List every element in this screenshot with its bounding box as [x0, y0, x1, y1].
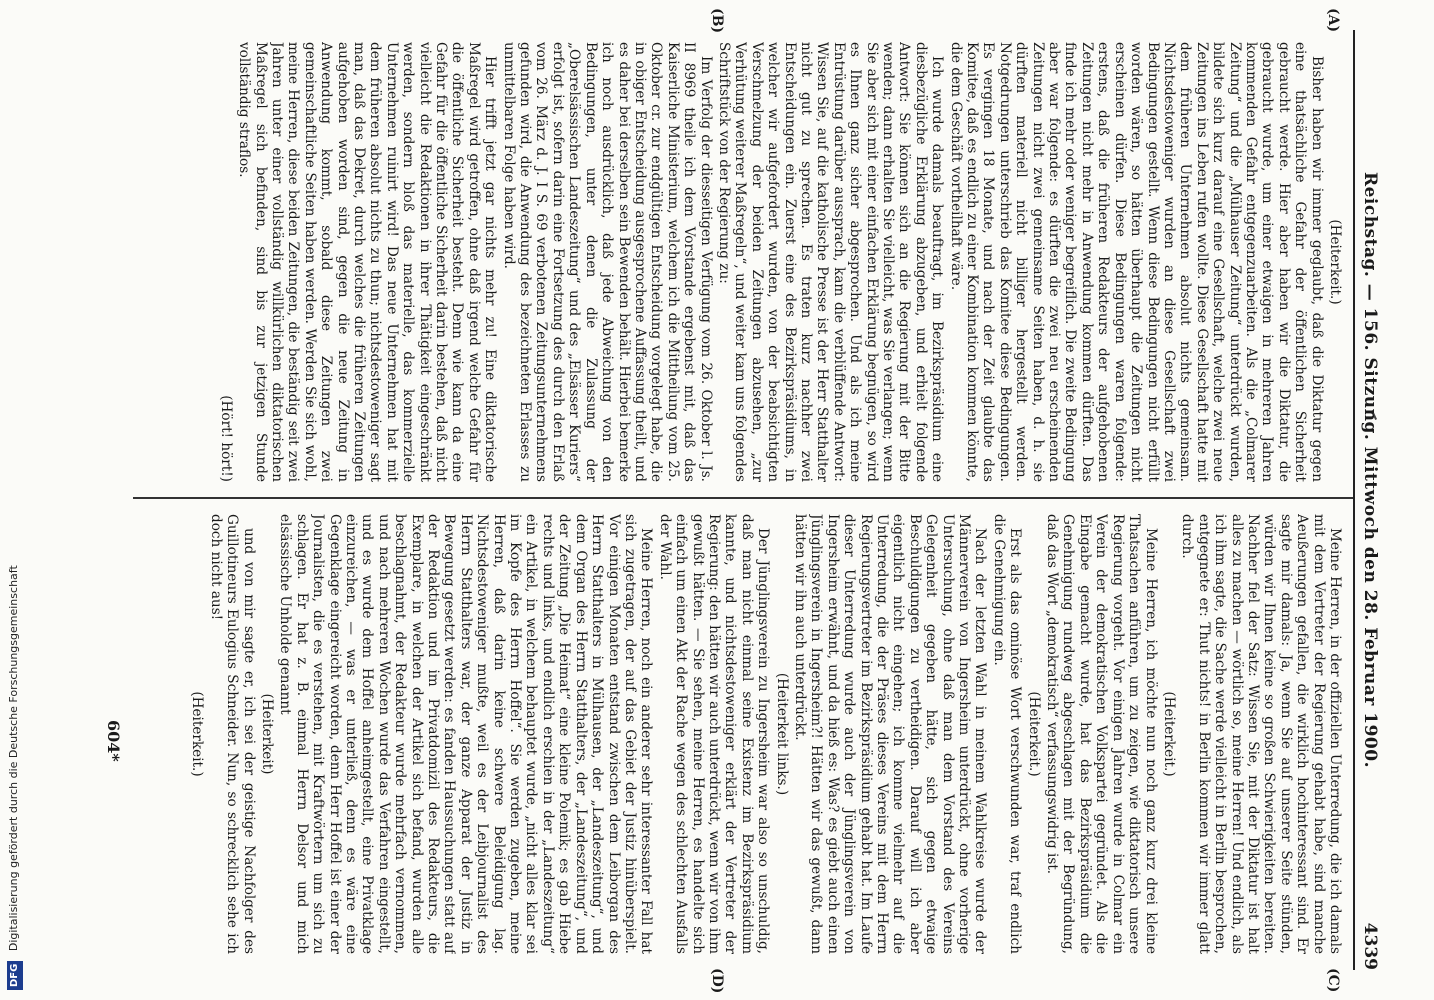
interjection: (Heiterkeit.) — [1025, 691, 1042, 777]
right-column — [133, 514, 1343, 954]
paragraph: Meine Herren, ich möchte nun noch ganz kurz drei kleine Thatsachen anführen, um zu zeigen, wie diktatorisch unsere Regierung vorgeht. Vor einigen Jahren wurde in Colmar ein Verein der demokratischen Volkspartei gegründet. Als die Eingabe gemacht wurde, hat das Bezirkspräsidium die Genehmigung rundweg abgeschlagen mit der Begründung, daß das Wort „demokratisch“ verfassungswidrig ist. — [1044, 514, 1159, 954]
paragraph: Bisher haben wir immer geglaubt, daß die Diktatur gegen eine thatsächliche Gefahr der öffentlichen Sicherheit gebraucht werde. Hier aber haben wir die Diktatur, die gebraucht wurde, um einer etwaigen in mehreren Jahren kommenden Gefahr entgegenzuarbeiten. Als die „Colmarer Zeitung“ und die „Mülhauser Zeitung“ unterdrückt wurden, bildete sich kurz darauf eine Gesellschaft, welche zwei neue Zeitungen ins Leben rufen wollte. Diese Gesellschaft hatte mit dem früheren Unternehmen absolut nichts gemeinsam. Nichtsdestoweniger wurden an diese Gesellschaft zwei Bedingungen gestellt. Wenn diese Bedingungen nicht erfüllt worden wären, so hätten überhaupt die Zeitungen nicht erscheinen dürfen. Diese Bedingungen waren folgende: erstens, daß die früheren Redakteurs der aufgehobenen Zeitungen nicht mehr in Anwendung kommen dürften. Das finde ich mehr oder weniger begreiflich. Die zweite Bedingung aber war folgende: es dürften die zwei neu erscheinenden Zeitungen nicht zwei gemeinsame Seiten haben, d. h. sie dürften materiell nicht billiger hergestellt werden. Notgedrungen unterschrieb das Komitee diese Bedingungen. Es vergingen 18 Monate, und nach der Zeit glaubte das Komitee, daß es endlich zu einer Kombination kommen könnte, die dem Geschäft vortheilhaft wäre. — [947, 42, 1325, 482]
header-title: Reichstag. — 156. Sitzung. Mittwoch den 28. Februar 1900. — [1360, 171, 1380, 769]
paragraph: und von mir sagte er, ich sei der geistige Nachfolger des Guillotineurs Eulogius Schneider. Nun, so schrecklich sehe ich doch nicht aus! — [207, 514, 257, 954]
margin-mark-c: (C) — [1325, 968, 1341, 993]
digitization-credit — [6, 30, 22, 990]
header-rule — [1353, 30, 1355, 970]
paragraph: Nach der letzten Wahl in meinem Wahlkreise wurde der Männerverein von Ingersheim unterdrückt, ohne vorherige Untersuchung, ohne daß man dem Vorstand des Vereins Gelegenheit gegeben hätte, sich gegen etwaige Beschuldigungen zu vertheidigen. Darauf will ich aber eigentlich nicht eingehen; ich komme vielmehr auf die Unterredung, die der Präses dieses Vereins mit dem Herrn Regierungsvertreter im Bezirkspräsidium gehabt hat. Im Laufe dieser Unterredung wurde auch der Jünglingsverein von Ingersheim erwähnt, und da hieß es: Was? es giebt auch einen Jünglingsverein in Ingersheim?! Hätten wir das gewußt, dann hätten wir ihn auch unterdrückt. — [792, 514, 989, 954]
interjection: (Hört! hört!) — [217, 395, 234, 482]
column-divider — [133, 497, 1353, 499]
interjection: (Heiterkeit links.) — [773, 672, 790, 796]
paragraph: Der Jünglingsverein zu Ingersheim war also so unschuldig, daß man nicht einmal seine Existenz im Bezirkspräsidium kannte, und nichtsdestoweniger erklärt der Vertreter der Regierung: den hätten wir auch unterdrückt, wenn wir von ihm gewußt hätten. — Sie sehen, meine Herren, es handelte sich einfach um einen Akt der Rache wegen des schlechten Ausfalls der Wahl. — [656, 514, 772, 954]
interjection: (Heiterkeit) — [259, 693, 275, 775]
paragraph: Meine Herren, noch ein anderer sehr interessanter Fall hat sich zugetragen, der auf das Gebiet der Justiz hinüberspielt. Vor einigen Monaten entstand zwischen dem Leiborgan des Herrn Statthalters in Mülhausen, der „Landeszeitung“, und dem Organ des Herrn Statthalters, der „Landeszeitung“, und der Zeitung „Die Heimat“ eine kleine Polemik; es gab Hiebe rechts und links, und endlich erschien in der „Landeszeitung“ ein Artikel, in welchem behauptet wurde, „nicht alles klar sei im Kopfe des Herrn Hoffel“. Sie werden zugeben, meine Herren, daß darin keine schwere Beleidigung lag. Nichtsdestoweniger mußte, weil es der Leibjournalist des Herrn Statthalters war, der ganze Apparat der Justiz in Bewegung gesetzt werden: es fanden Haussuchungen statt auf der Redaktion und im Privatdomizil des Redakteurs, die Exemplare, in welchen der Artikel sich befand, wurden alle beschlagnahmt, der Redakteur wurde mehrfach vernommen, und nach mehreren Wochen wurde das Verfahren eingestellt, und es wurde dem Hoffel anheimgestellt, eine Privatklage einzureichen, — was er unterließ, denn es wäre eine Gegenklage eingereicht worden, denn Herr Hoffel ist einer der Journalisten, die es verstehen, mit Kraftwörtern um sich zu schlagen. Er hat z. B. einmal Herrn Delsor und mich elsässische Unholde genannt — [277, 514, 655, 954]
left-column — [133, 42, 1343, 482]
signature-mark: 604* — [104, 720, 123, 762]
paragraph: Meine Herren, in der offiziellen Unterredung, die ich damals mit dem Vertreter der Regierung gehabt habe, sind manche Aeußerungen gefallen, die wirklich hochinteressant sind. Er sagte mir damals: Ja, wenn Sie auf unserer Seite stünden, würden wir Ihnen keine so großen Schwierigkeiten bereiten. Nachher fiel der Satz: Wissen Sie, mit der Diktatur ist halt alles zu machen — wörtlich so, meine Herren! Und endlich, als ich ihm sagte, die Sache werde vielleicht in Berlin besprochen, entgegnete er: Thut nichts! in Berlin kommen wir immer glatt durch. — [1179, 514, 1343, 954]
paragraph: Erst als das ominöse Wort verschwunden war, traf endlich die Genehmigung ein. — [990, 514, 1024, 954]
interjection: (Heiterkeit.) — [1160, 691, 1177, 777]
credit-text: Digitalisierung gefördert durch die Deutsche Forschungsgemeinschaft — [7, 565, 20, 952]
paragraph: Ich wurde damals beauftragt, im Bezirkspräsidium eine diesbezügliche Erklärung abzugeben, und erhielt folgende Antwort: Sie können sich an die Regierung mit der Bitte wenden; dann erhalten Sie vielleicht, was Sie verlangen; wenn Sie aber sich mit einer einfachen Erklärung begnügen, so wird es Ihnen ganz sicher abgesprochen. Und als ich meine Entrüstung darüber aussprach, kam die verblüffende Antwort: Wissen Sie, auf die katholische Presse ist der Herr Statthalter nicht gut zu sprechen. Es traten kurz nachher zwei Entscheidungen ein. Zuerst eine des Bezirkspräsidiums, in welcher wir aufgefordert wurden, von der beabsichtigten Verschmelzung der beiden Zeitungen abzusehen, „zur Verhütung weiterer Maßregeln“, und weiter kam uns folgendes Schriftstück von der Regierung zu: — [715, 42, 946, 482]
interjection: (Heiterkeit.) — [189, 691, 206, 777]
margin-mark-d: (D) — [709, 968, 725, 994]
interjection: (Heiterkeit.) — [1327, 219, 1343, 305]
margin-mark-b: (B) — [709, 8, 725, 34]
paragraph: Im Verfolg der diesseitigen Verfügung vom 26. Oktober l. Js. II 8969 theile ich dem Vorstande ergebenst mit, daß das Kaiserliche Ministerium, welchem ich die Mittheilung vom 25. Oktober cr. zur endgültigen Entscheidung vorgelegt habe, die in obiger Entscheidung ausgesprochene Auffassung theilt, und es daher bei derselben sein Bewenden behält. Hierbei bemerke ich noch ausdrücklich, daß jede Abweichung von den Bedingungen, unter denen die Zulassung der „Oberelsässischen Landeszeitung“ und des „Elsässer Kuriers“ erfolgt ist, sofern darin eine Fortsetzung des durch den Erlaß vom 26. März d. J. I S. 69 verbotenen Zeitungsunternehmens gefunden wird, die Anwendung des bezeichneten Erlasses zu unmittelbaren Folge haben wird. — [500, 42, 714, 482]
dfg-logo: DFG — [7, 961, 23, 990]
margin-mark-a: (A) — [1325, 8, 1341, 33]
rotated-page — [95, 0, 1385, 1000]
page-header — [1355, 30, 1385, 970]
paragraph: Hier trifft jetzt gar nichts mehr zu! Eine diktatorische Maßregel wird getroffen, ohne daß irgend welche Gefahr für die öffentliche Sicherheit besteht. Denn wie kann da eine Gefahr für die öffentliche Sicherheit darin bestehen, daß nicht vielleicht die Redaktionen in ihrer Thätigkeit eingeschränkt werden, sondern bloß das materielle, das kommerzielle Unternehmen ruinirt wird! Das neue Unternehmen hat mit dem früheren absolut nichts zu thun; nichtsdestoweniger sagt man, daß das Dekret, durch welches die früheren Zeitungen aufgehoben worden sind, gegen die neue Zeitung in Anwendung kommt, sobald diese Zeitungen zwei gemeinschaftliche Seiten haben werden. Werden Sie sich wohl, meine Herren, diese beiden Zeitungen, die beständig seit zwei Jahren unter einer vollständig willkürlichen diktatorischen Maßregel sich befinden, sind bis zur jetzigen Stunde vollständig straflos. — [236, 42, 499, 482]
page-number: 4339 — [1360, 922, 1380, 970]
